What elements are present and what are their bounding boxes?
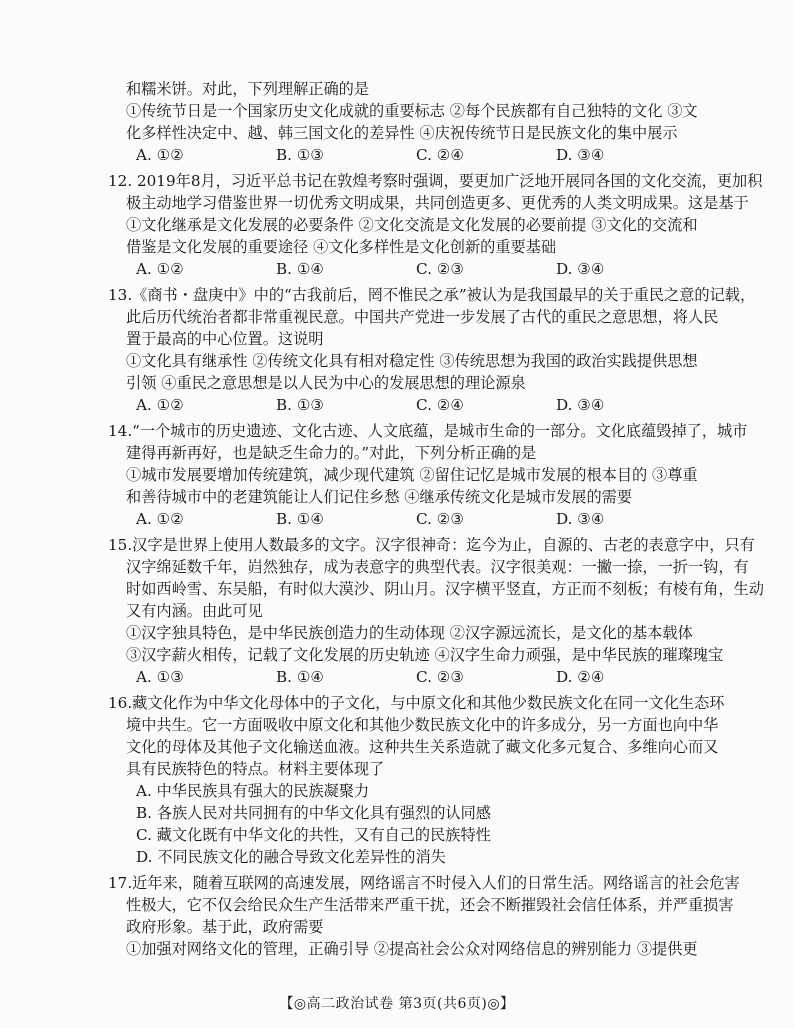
answer-options [126,666,706,688]
question-stem [108,420,748,464]
option-c: C. ②④ [416,146,464,164]
choice-d: D. 不同民族文化的融合导致文化差异性的消失 [136,848,446,866]
answer-options [126,144,706,166]
option-d: D. ②④ [556,668,605,686]
statement-line: ①汉字独具特色，是中华民族创造力的生动体现 ②汉字源远流长，是文化的基本载体 [126,624,693,642]
option-b: B. ①④ [276,668,325,686]
option-b: B. ①④ [276,510,325,528]
choice-b: B. 各族人民对共同拥有的中华文化具有强烈的认同感 [136,804,491,822]
option-b: B. ①③ [276,396,325,414]
option-a: A. ①② [136,146,184,164]
stem-line: 和糯米饼。对此，下列理解正确的是 [126,80,369,98]
option-b: B. ①④ [276,260,325,278]
question-11-continued [126,78,706,166]
option-a: A. ①② [136,260,184,278]
question-14 [108,420,748,530]
stem-line: 建得再新再好，也是缺乏生命力的。”对此，下列分析正确的是 [126,444,537,462]
statement-line: ③汉字薪火相传，记载了文化发展的历史轨迹 ④汉字生命力顽强，是中华民族的璀璨瑰宝 [126,646,724,664]
stem-line: 具有民族特色的特点。材料主要体现了 [126,760,385,778]
answer-options [126,394,706,416]
question-15 [108,534,764,688]
stem-line: 15.汉字是世界上使用人数最多的文字。汉字很神奇：迄今为止，自源的、古老的表意字中，只有 [108,536,755,554]
stem-line: 政府形象。基于此，政府需要 [126,918,324,936]
question-16 [108,692,725,868]
statement-line: ①文化具有继承性 ②传统文化具有相对稳定性 ③传统思想为我国的政治实践提供思想 [126,352,698,370]
choice-a: A. 中华民族具有强大的民族凝聚力 [136,782,370,800]
stem-line: 又有内涵。由此可见 [126,602,263,620]
stem-line: 此后历代统治者都非常重视民意。中国共产党进一步发展了古代的重民之意思想，将人民 [126,308,719,326]
option-c: C. ②③ [416,260,464,278]
option-c: C. ②③ [416,668,464,686]
stem-line: 汉字绵延数千年，岿然独存，成为表意字的典型代表。汉字很美观：一撇一捺，一折一钩，有 [126,558,749,576]
option-a: A. ①② [136,510,184,528]
option-c: C. ②④ [416,396,464,414]
stem-line: 17.近年来，随着互联网的高速发展，网络谣言不时侵入人们的日常生活。网络谣言的社会危害 [108,874,740,892]
question-12 [108,170,763,280]
stem-line: 境中共生。它一方面吸收中原文化和其他少数民族文化中的许多成分，另一方面也向中华 [126,716,719,734]
option-d: D. ③④ [556,510,605,528]
option-a: A. ①② [136,396,184,414]
statement-line: ①传统节日是一个国家历史文化成就的重要标志 ②每个民族都有自己独特的文化 ③文 [126,102,698,120]
statement-line: ①城市发展要增加传统建筑，减少现代建筑 ②留住记忆是城市发展的根本目的 ③尊重 [126,466,698,484]
option-b: B. ①③ [276,146,325,164]
question-17 [108,872,740,960]
option-a: A. ①③ [136,668,184,686]
question-13 [108,284,756,416]
statement-line: 引领 ④重民之意思想是以人民为中心的发展思想的理论源泉 [126,374,526,392]
answer-options [126,508,706,530]
stem-line: 置于最高的中心位置。这说明 [126,330,324,348]
stem-line: 16.藏文化作为中华文化母体中的子文化，与中原文化和其他少数民族文化在同一文化生态环 [108,694,725,712]
statement-line: ①加强对网络文化的管理，正确引导 ②提高社会公众对网络信息的辨别能力 ③提供更 [126,940,698,958]
statement-line: 借鉴是文化发展的重要途径 ④文化多样性是文化创新的重要基础 [126,238,557,256]
stem-line: 文化的母体及其他子文化输送血液。这种共生关系造就了藏文化多元复合、多维向心而又 [126,738,719,756]
statement-line: 化多样性决定中、越、韩三国文化的差异性 ④庆祝传统节日是民族文化的集中展示 [126,124,678,142]
question-stem [108,692,725,780]
question-stem [108,534,764,622]
stem-line: 性极大，它不仅会给民众生产生活带来严重干扰，还会不断摧毁社会信任体系，并严重损害 [126,896,734,914]
stem-line: 13.《商书・盘庚中》中的“古我前后，罔不惟民之承”被认为是我国最早的关于重民之意的记载， [108,286,756,304]
option-d: D. ③④ [556,146,605,164]
answer-options [126,258,706,280]
statement-line: 和善待城市中的老建筑能让人们记住乡愁 ④继承传统文化是城市发展的需要 [126,488,633,506]
statement-line: ①文化继承是文化发展的必要条件 ②文化交流是文化发展的必要前提 ③文化的交流和 [126,216,698,234]
option-d: D. ③④ [556,260,605,278]
stem-line: 极主动地学习借鉴世界一切优秀文明成果，共同创造更多、更优秀的人类文明成果。这是基于 [126,194,749,212]
option-c: C. ②③ [416,510,464,528]
stem-line: 时如西岭雪、东吴船，有时似大漠沙、阴山月。汉字横平竖直，方正而不刻板；有棱有角，生动 [126,580,764,598]
page-footer: 【◎高二政治试卷 第3页(共6页)◎】 [279,996,515,1012]
question-stem [108,170,763,214]
question-stem [108,872,740,938]
option-d: D. ③④ [556,396,605,414]
stem-line: 14.“一个城市的历史遗迹、文化古迹、人文底蕴，是城市生命的一部分。文化底蕴毁掉了，城市 [108,422,748,440]
question-stem [108,284,756,350]
stem-line: 12. 2019年8月，习近平总书记在敦煌考察时强调，要更加广泛地开展同各国的文化交流，更加积 [108,172,763,190]
choice-c: C. 藏文化既有中华文化的共性，又有自己的民族特性 [136,826,491,844]
